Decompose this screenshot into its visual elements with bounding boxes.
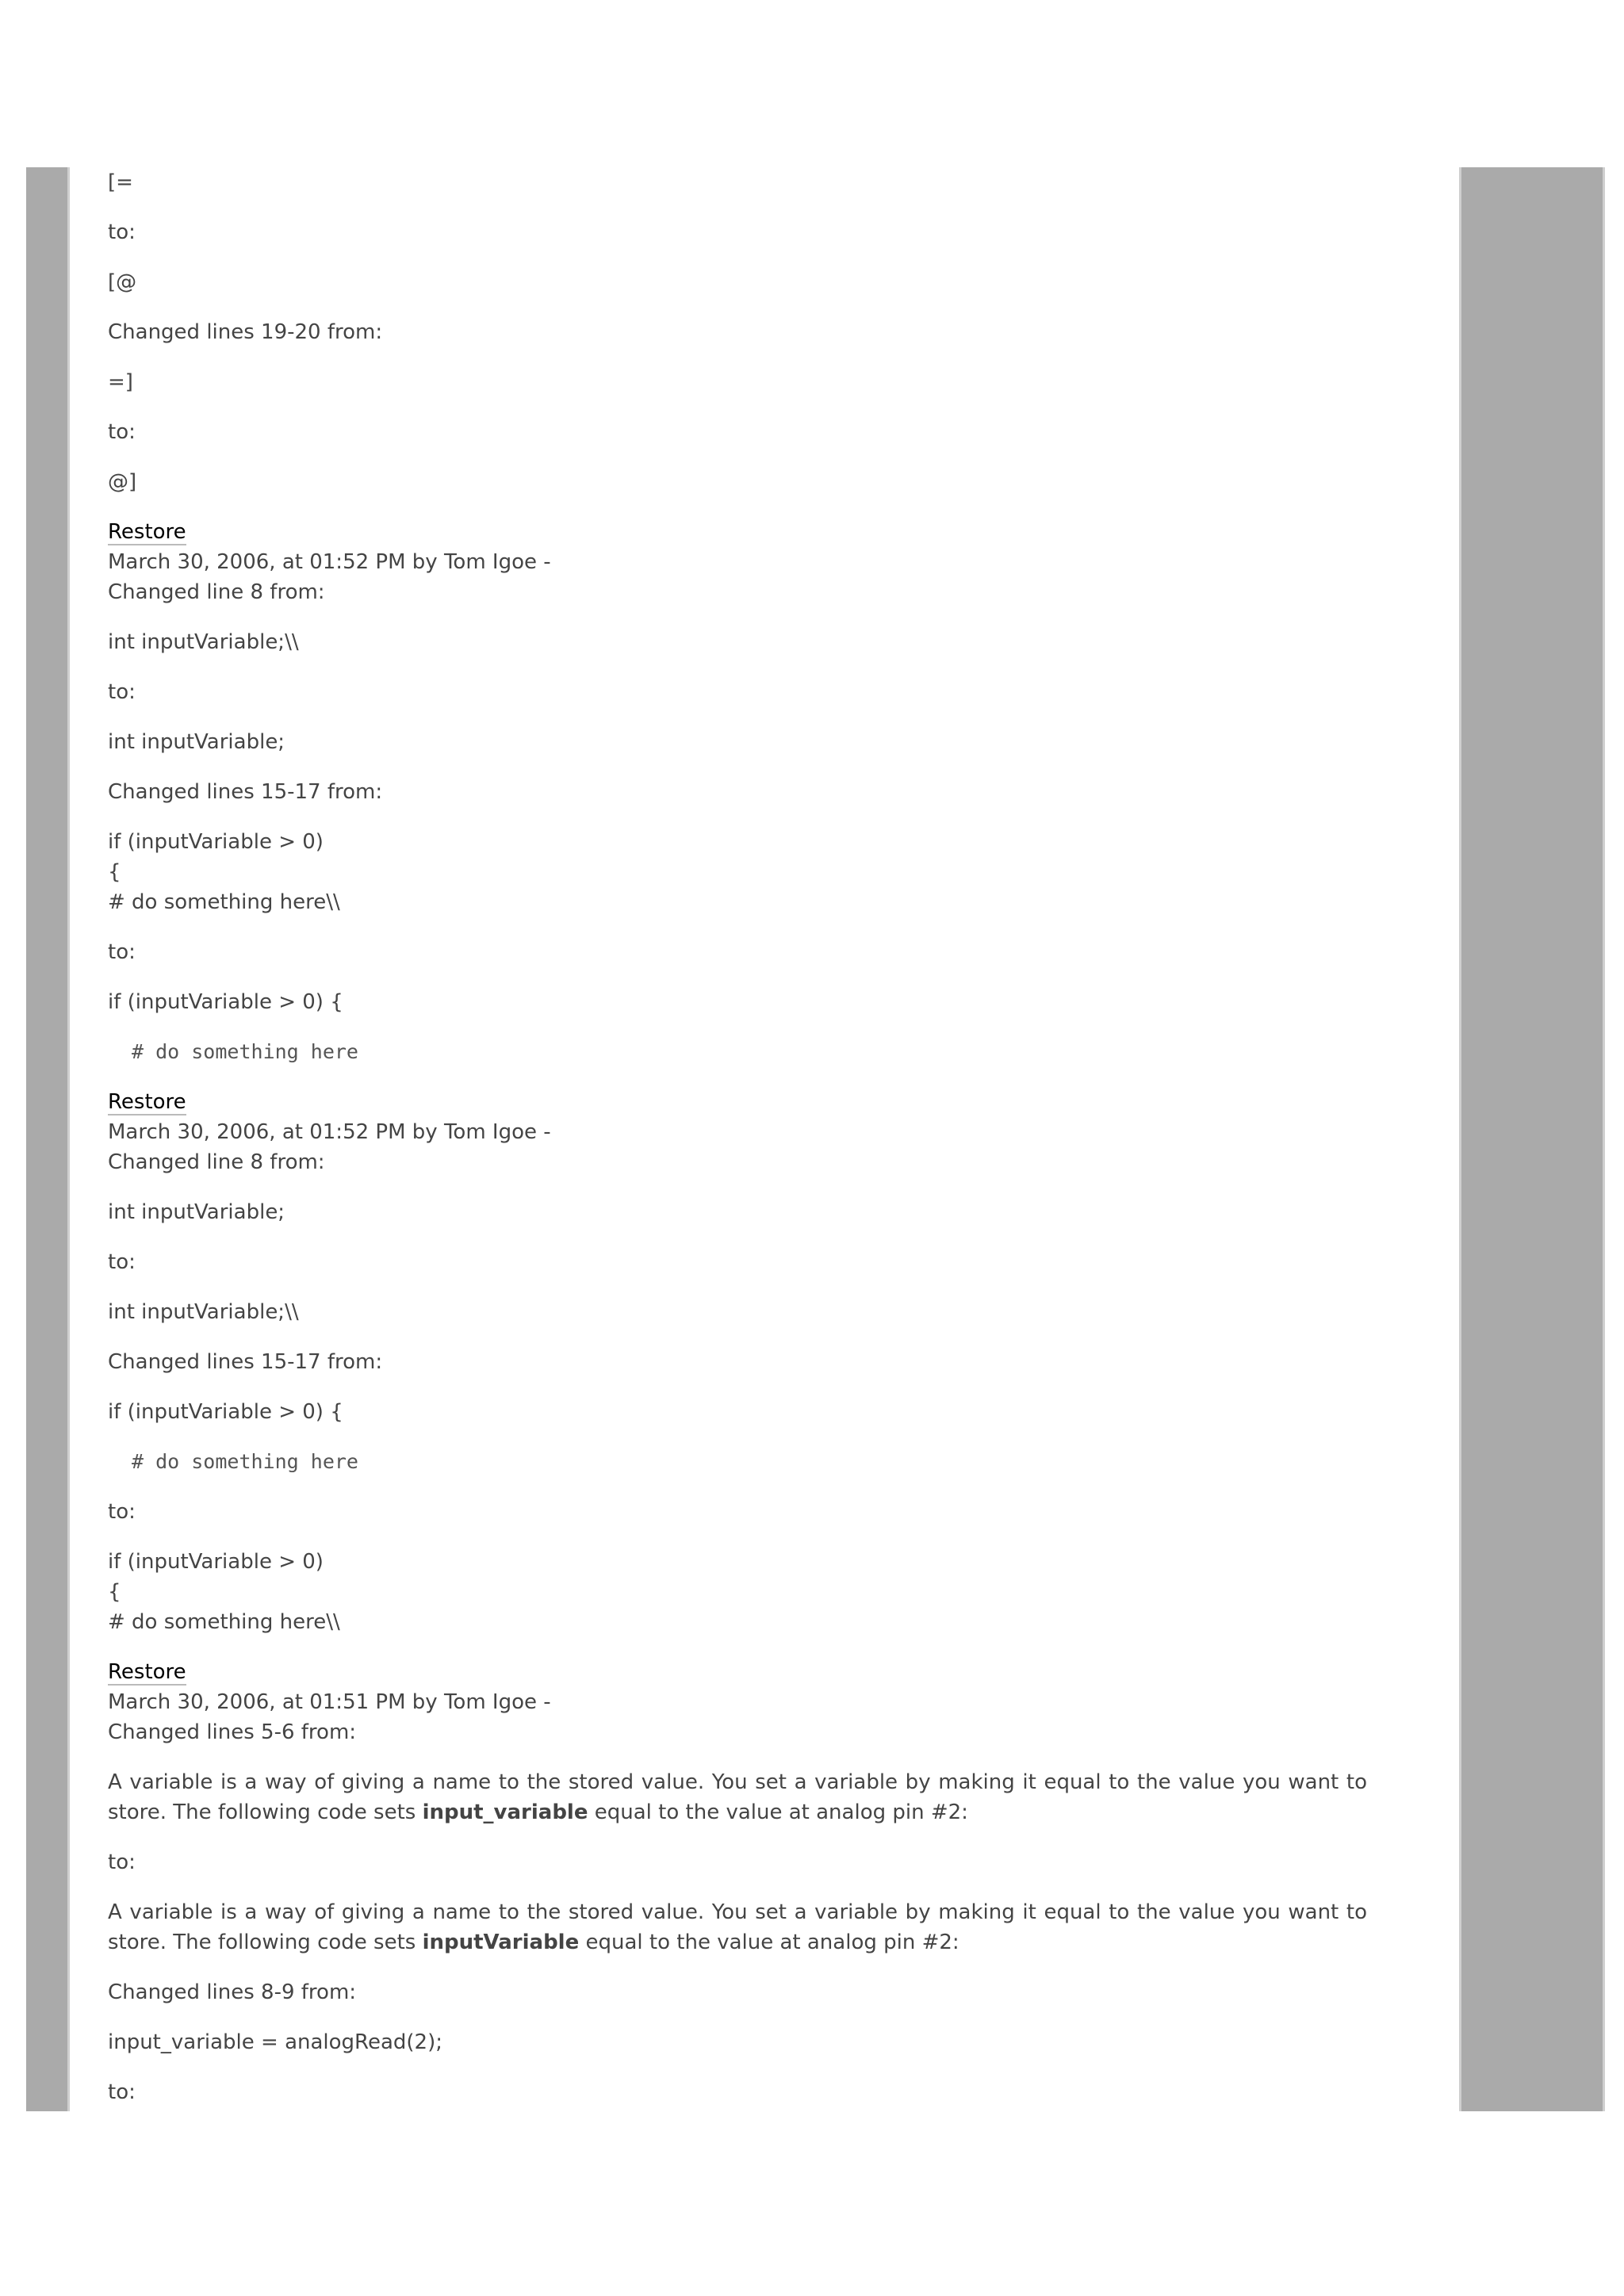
change-heading: Changed lines 5-6 from: xyxy=(108,1720,357,1744)
diff-line: int inputVariable;\\ xyxy=(108,630,299,654)
diff-label: to: xyxy=(108,220,136,244)
code-line: # do something here xyxy=(132,1040,358,1063)
diff-label: to: xyxy=(108,420,136,444)
diff-line: if (inputVariable > 0) xyxy=(108,830,324,854)
paragraph-text: equal to the value at analog pin #2: xyxy=(588,1800,968,1824)
diff-line: int inputVariable; xyxy=(108,1200,285,1224)
revision-meta: March 30, 2006, at 01:51 PM by Tom Igoe - xyxy=(108,1690,551,1714)
change-heading: Changed lines 15-17 from: xyxy=(108,1350,383,1374)
restore-link[interactable]: Restore xyxy=(108,1090,186,1114)
diff-line: { xyxy=(108,860,121,884)
diff-line: int inputVariable;\\ xyxy=(108,1300,299,1324)
bold-term: inputVariable xyxy=(422,1931,580,1954)
diff-line: # do something here\\ xyxy=(108,890,340,914)
diff-label: to: xyxy=(108,1250,136,1274)
paragraph-text: A variable is a way of giving a name to the stored value. You set a variable by making it equal to the value you want to store. The following code sets xyxy=(108,1770,1367,1824)
paragraph-text: equal to the value at analog pin #2: xyxy=(579,1931,959,1954)
diff-paragraph xyxy=(108,1767,1367,1827)
history-entry-header xyxy=(108,1657,1367,1687)
history-entry-header xyxy=(108,517,1367,547)
revision-meta: March 30, 2006, at 01:52 PM by Tom Igoe - xyxy=(108,550,551,574)
diff-line: { xyxy=(108,1580,121,1604)
diff-line: =] xyxy=(108,370,133,394)
diff-line: if (inputVariable > 0) { xyxy=(108,1400,343,1424)
diff-label: to: xyxy=(108,2080,136,2104)
left-sidebar-bar xyxy=(26,167,70,2111)
history-entry-header xyxy=(108,1087,1367,1117)
change-heading: Changed lines 8-9 from: xyxy=(108,1980,357,2004)
page-history-content xyxy=(108,167,1367,2127)
diff-block xyxy=(108,1547,1367,1637)
diff-line: [@ xyxy=(108,270,137,294)
restore-link[interactable]: Restore xyxy=(108,1660,186,1684)
diff-label: to: xyxy=(108,1500,136,1524)
diff-line: input_variable = analogRead(2); xyxy=(108,2030,442,2054)
restore-link[interactable]: Restore xyxy=(108,520,186,544)
diff-block xyxy=(108,827,1367,917)
code-line: # do something here xyxy=(132,1450,358,1473)
change-heading: Changed lines 19-20 from: xyxy=(108,320,383,344)
diff-line: @] xyxy=(108,470,137,494)
diff-label: to: xyxy=(108,680,136,704)
diff-line: # do something here\\ xyxy=(108,1610,340,1634)
bold-term: input_variable xyxy=(422,1800,588,1824)
diff-line: int inputVariable; xyxy=(108,730,285,754)
diff-label: to: xyxy=(108,1850,136,1874)
diff-label: to: xyxy=(108,940,136,964)
diff-line: if (inputVariable > 0) xyxy=(108,1550,324,1574)
diff-line: [= xyxy=(108,170,133,194)
change-heading: Changed lines 15-17 from: xyxy=(108,780,383,804)
change-heading: Changed line 8 from: xyxy=(108,580,325,604)
paragraph-text: A variable is a way of giving a name to the stored value. You set a variable by making it equal to the value you want to store. The following code sets xyxy=(108,1900,1367,1954)
diff-line: if (inputVariable > 0) { xyxy=(108,990,343,1014)
diff-paragraph xyxy=(108,1897,1367,1957)
revision-meta: March 30, 2006, at 01:52 PM by Tom Igoe - xyxy=(108,1120,551,1144)
change-heading: Changed line 8 from: xyxy=(108,1150,325,1174)
right-sidebar-bar xyxy=(1459,167,1605,2111)
